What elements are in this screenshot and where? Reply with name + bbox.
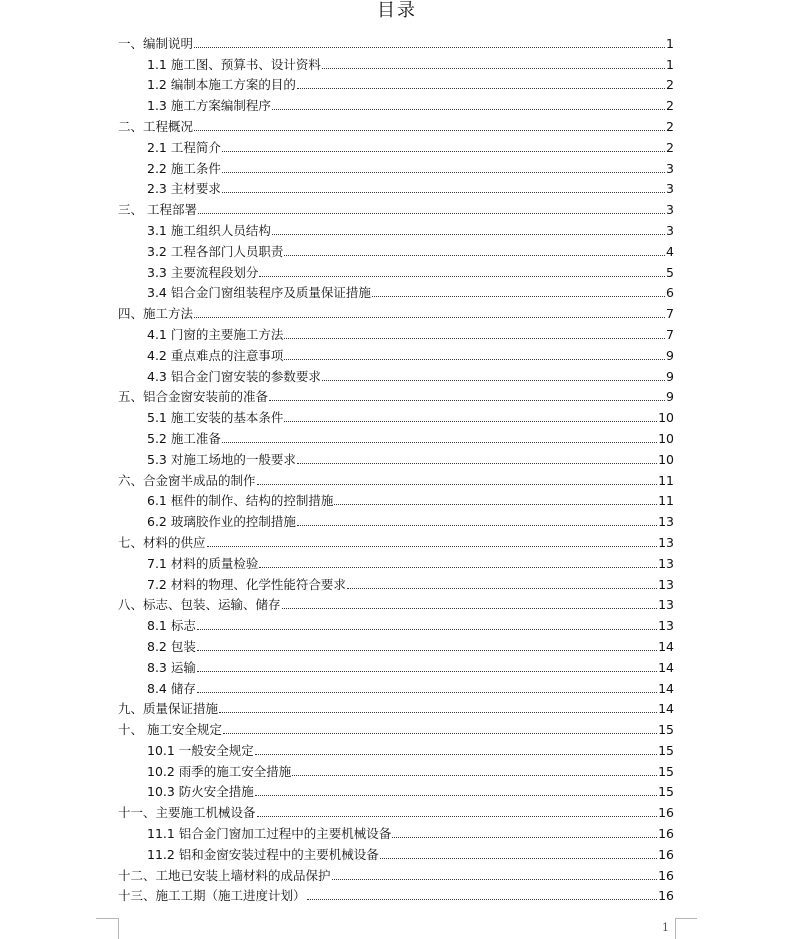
toc-entry-page-number: 2 xyxy=(666,98,674,114)
crop-mark-left xyxy=(118,918,119,939)
dot-leader xyxy=(380,858,657,859)
toc-entry-section[interactable] xyxy=(118,342,674,363)
toc-entry-section[interactable] xyxy=(118,633,674,654)
toc-entry-page-number: 14 xyxy=(658,638,674,654)
toc-entry-page-number: 16 xyxy=(658,888,674,904)
toc-entry-label: 二、工程概况 xyxy=(118,118,194,134)
dot-leader xyxy=(197,629,657,630)
toc-entry-label: 10.3 防火安全措施 xyxy=(147,784,254,800)
toc-entry-page-number: 13 xyxy=(658,514,674,530)
toc-entry-page-number: 13 xyxy=(658,555,674,571)
toc-entry-label: 6.2 玻璃胶作业的控制措施 xyxy=(147,514,296,530)
toc-entry-label: 7.2 材料的物理、化学性能符合要求 xyxy=(147,576,346,592)
dot-leader xyxy=(272,234,665,235)
toc-entry-label: 1.3 施工方案编制程序 xyxy=(147,98,271,114)
dot-leader xyxy=(197,671,657,672)
toc-entry-page-number: 11 xyxy=(658,472,674,488)
toc-entry-label: 2.1 工程简介 xyxy=(147,139,221,155)
toc-entry-page-number: 3 xyxy=(666,160,674,176)
toc-entry-label: 十三、施工工期（施工进度计划） xyxy=(118,888,306,904)
toc-entry-label: 四、施工方法 xyxy=(118,306,194,322)
toc-entry-page-number: 3 xyxy=(666,222,674,238)
toc-entry-label: 三、 工程部署 xyxy=(118,202,197,218)
toc-entry-label: 九、质量保证措施 xyxy=(118,701,219,717)
toc-entry-section[interactable] xyxy=(118,488,674,509)
toc-entry-page-number: 9 xyxy=(666,347,674,363)
toc-entry-section[interactable] xyxy=(118,321,674,342)
dot-leader xyxy=(297,463,657,464)
toc-entry-page-number: 2 xyxy=(666,77,674,93)
toc-entry-page-number: 4 xyxy=(666,243,674,259)
toc-entry-page-number: 3 xyxy=(666,202,674,218)
toc-entry-chapter[interactable] xyxy=(118,799,674,820)
dot-leader xyxy=(255,795,657,796)
dot-leader xyxy=(257,816,658,817)
toc-entry-label: 7.1 材料的质量检验 xyxy=(147,555,259,571)
dot-leader xyxy=(222,151,665,152)
toc-entry-label: 3.3 主要流程段划分 xyxy=(147,264,259,280)
toc-entry-label: 十二、工地已安装上墙材料的成品保护 xyxy=(118,867,331,883)
toc-entry-page-number: 13 xyxy=(658,597,674,613)
toc-entry-chapter[interactable] xyxy=(118,467,674,488)
dot-leader xyxy=(332,879,658,880)
toc-entry-label: 十、 施工安全规定 xyxy=(118,722,222,738)
dot-leader xyxy=(292,775,657,776)
dot-leader xyxy=(259,276,665,277)
dot-leader xyxy=(219,712,657,713)
toc-entry-section[interactable] xyxy=(118,176,674,197)
toc-entry-label: 4.3 铝合金门窗安装的参数要求 xyxy=(147,368,321,384)
toc-entry-page-number: 15 xyxy=(658,722,674,738)
dot-leader xyxy=(222,192,665,193)
toc-entry-page-number: 15 xyxy=(658,763,674,779)
toc-entry-label: 七、材料的供应 xyxy=(118,534,206,550)
toc-entry-label: 2.2 施工条件 xyxy=(147,160,221,176)
toc-entry-page-number: 2 xyxy=(666,118,674,134)
crop-mark-right-horizontal xyxy=(675,918,697,919)
dot-leader xyxy=(197,692,657,693)
dot-leader xyxy=(207,546,658,547)
toc-entry-page-number: 10 xyxy=(658,430,674,446)
toc-entry-label: 六、合金窗半成品的制作 xyxy=(118,472,256,488)
toc-entry-label: 5.2 施工准备 xyxy=(147,430,221,446)
toc-entry-section[interactable] xyxy=(118,51,674,72)
toc-entry-label: 8.2 包装 xyxy=(147,638,196,654)
dot-leader xyxy=(197,650,657,651)
toc-entry-section[interactable] xyxy=(118,820,674,841)
dot-leader xyxy=(284,338,665,339)
dot-leader xyxy=(257,484,658,485)
toc-entry-page-number: 10 xyxy=(658,451,674,467)
toc-title: 目录 xyxy=(377,0,417,21)
dot-leader xyxy=(322,68,665,69)
toc-entry-label: 4.2 重点难点的注意事项 xyxy=(147,347,284,363)
dot-leader xyxy=(284,421,657,422)
toc-entry-label: 五、铝合金窗安装前的准备 xyxy=(118,389,269,405)
toc-entry-label: 3.1 施工组织人员结构 xyxy=(147,222,271,238)
toc-entry-chapter[interactable] xyxy=(118,196,674,217)
toc-entry-chapter[interactable] xyxy=(118,862,674,883)
toc-entry-section[interactable] xyxy=(118,280,674,301)
toc-entry-page-number: 2 xyxy=(666,139,674,155)
dot-leader xyxy=(307,899,658,900)
dot-leader xyxy=(392,837,657,838)
dot-leader xyxy=(194,317,665,318)
toc-entry-section[interactable] xyxy=(118,737,674,758)
toc-entry-section[interactable] xyxy=(118,425,674,446)
dot-leader xyxy=(322,380,665,381)
toc-entry-section[interactable] xyxy=(118,508,674,529)
toc-entry-chapter[interactable] xyxy=(118,592,674,613)
toc-entry-label: 3.4 铝合金门窗组装程序及质量保证措施 xyxy=(147,285,371,301)
toc-entry-section[interactable] xyxy=(118,571,674,592)
toc-entry-chapter[interactable] xyxy=(118,716,674,737)
toc-entry-section[interactable] xyxy=(118,654,674,675)
toc-entry-label: 6.1 框件的制作、结构的控制措施 xyxy=(147,493,334,509)
toc-entry-section[interactable] xyxy=(118,259,674,280)
dot-leader xyxy=(372,296,665,297)
toc-entry-label: 1.1 施工图、预算书、设计资料 xyxy=(147,56,321,72)
dot-leader xyxy=(222,172,665,173)
toc-entry-page-number: 13 xyxy=(658,618,674,634)
dot-leader xyxy=(222,442,657,443)
toc-entry-chapter[interactable] xyxy=(118,113,674,134)
dot-leader xyxy=(259,567,657,568)
toc-entry-page-number: 16 xyxy=(658,846,674,862)
toc-entry-section[interactable] xyxy=(118,155,674,176)
toc-entry-section[interactable] xyxy=(118,758,674,779)
toc-entry-label: 11.2 铝和金窗安装过程中的主要机械设备 xyxy=(147,846,379,862)
toc-entry-label: 10.2 雨季的施工安全措施 xyxy=(147,763,292,779)
dot-leader xyxy=(284,255,665,256)
toc-entry-section[interactable] xyxy=(118,363,674,384)
toc-entry-section[interactable] xyxy=(118,238,674,259)
dot-leader xyxy=(297,525,657,526)
dot-leader xyxy=(347,588,657,589)
toc-entry-section[interactable] xyxy=(118,675,674,696)
toc-entry-label: 5.1 施工安装的基本条件 xyxy=(147,410,284,426)
dot-leader xyxy=(282,608,658,609)
toc-entry-page-number: 9 xyxy=(666,389,674,405)
toc-entry-page-number: 5 xyxy=(666,264,674,280)
toc-entry-page-number: 14 xyxy=(658,659,674,675)
toc-entry-label: 5.3 对施工场地的一般要求 xyxy=(147,451,296,467)
toc-entry-label: 10.1 一般安全规定 xyxy=(147,742,254,758)
toc-entry-page-number: 1 xyxy=(666,56,674,72)
toc-entry-page-number: 15 xyxy=(658,742,674,758)
toc-entry-page-number: 15 xyxy=(658,784,674,800)
table-of-contents xyxy=(118,30,674,903)
toc-entry-section[interactable] xyxy=(118,134,674,155)
toc-entry-label: 十一、主要施工机械设备 xyxy=(118,805,256,821)
crop-mark-left-horizontal xyxy=(96,918,118,919)
toc-entry-page-number: 9 xyxy=(666,368,674,384)
toc-entry-section[interactable] xyxy=(118,779,674,800)
toc-entry-page-number: 16 xyxy=(658,805,674,821)
toc-entry-page-number: 14 xyxy=(658,701,674,717)
toc-entry-label: 3.2 工程各部门人员职责 xyxy=(147,243,284,259)
toc-entry-page-number: 7 xyxy=(666,306,674,322)
dot-leader xyxy=(284,359,665,360)
toc-entry-page-number: 3 xyxy=(666,181,674,197)
toc-entry-page-number: 16 xyxy=(658,867,674,883)
dot-leader xyxy=(255,754,657,755)
toc-entry-section[interactable] xyxy=(118,841,674,862)
toc-entry-label: 8.4 储存 xyxy=(147,680,196,696)
toc-entry-page-number: 14 xyxy=(658,680,674,696)
toc-entry-label: 八、标志、包装、运输、储存 xyxy=(118,597,281,613)
toc-entry-label: 8.1 标志 xyxy=(147,618,196,634)
toc-entry-chapter[interactable] xyxy=(118,384,674,405)
dot-leader xyxy=(194,130,665,131)
toc-entry-label: 11.1 铝合金门窗加工过程中的主要机械设备 xyxy=(147,826,392,842)
toc-entry-chapter[interactable] xyxy=(118,883,674,904)
toc-entry-page-number: 10 xyxy=(658,410,674,426)
toc-entry-section[interactable] xyxy=(118,404,674,425)
toc-entry-page-number: 16 xyxy=(658,826,674,842)
dot-leader xyxy=(194,47,665,48)
toc-entry-label: 1.2 编制本施工方案的目的 xyxy=(147,77,296,93)
toc-entry-section[interactable] xyxy=(118,217,674,238)
toc-entry-chapter[interactable] xyxy=(118,529,674,550)
dot-leader xyxy=(334,504,657,505)
toc-entry-page-number: 6 xyxy=(666,285,674,301)
dot-leader xyxy=(223,733,657,734)
toc-entry-section[interactable] xyxy=(118,446,674,467)
dot-leader xyxy=(269,400,665,401)
toc-entry-page-number: 13 xyxy=(658,534,674,550)
toc-entry-section[interactable] xyxy=(118,612,674,633)
toc-entry-chapter[interactable] xyxy=(118,696,674,717)
toc-entry-chapter[interactable] xyxy=(118,30,674,51)
toc-entry-chapter[interactable] xyxy=(118,300,674,321)
toc-entry-section[interactable] xyxy=(118,550,674,571)
toc-entry-page-number: 11 xyxy=(658,493,674,509)
footer-page-number: 1 xyxy=(662,921,669,934)
toc-entry-label: 8.3 运输 xyxy=(147,659,196,675)
toc-entry-label: 2.3 主材要求 xyxy=(147,181,221,197)
toc-entry-page-number: 1 xyxy=(666,35,674,51)
toc-entry-page-number: 7 xyxy=(666,326,674,342)
toc-entry-page-number: 13 xyxy=(658,576,674,592)
dot-leader xyxy=(198,213,665,214)
toc-entry-section[interactable] xyxy=(118,72,674,93)
toc-entry-label: 一、编制说明 xyxy=(118,35,194,51)
toc-entry-section[interactable] xyxy=(118,92,674,113)
dot-leader xyxy=(297,88,665,89)
toc-entry-label: 4.1 门窗的主要施工方法 xyxy=(147,326,284,342)
dot-leader xyxy=(272,109,665,110)
crop-mark-right xyxy=(675,918,676,939)
